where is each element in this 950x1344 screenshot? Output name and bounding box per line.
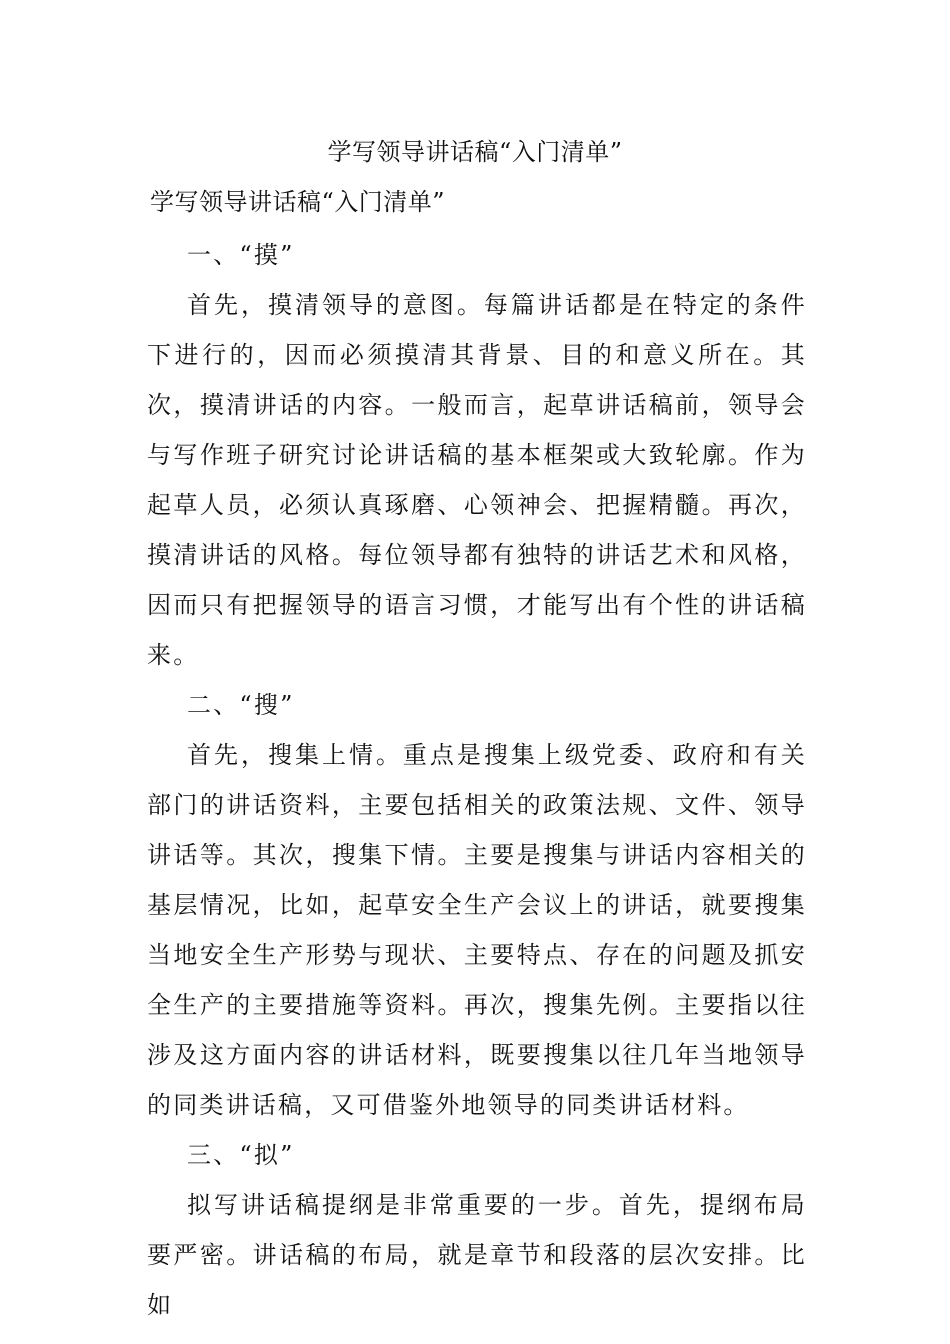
section-heading-sou: 二、“搜” <box>187 691 295 719</box>
document-subtitle: 学写领导讲话稿“入门清单” <box>150 188 446 216</box>
section-paragraph-ni: 拟写讲话稿提纲是非常重要的一步。首先，提纲布局要严密。讲话稿的布局，就是章节和段落的层次安排。比如 <box>147 1191 807 1319</box>
section-paragraph-mo: 首先，摸清领导的意图。每篇讲话都是在特定的条件下进行的，因而必须摸清其背景、目的和意义所在。其次，摸清讲话的内容。一般而言，起草讲话稿前，领导会与写作班子研究讨论讲话稿的基本框架或大致轮廓。作为起草人员，必须认真琢磨、心领神会、把握精髓。再次，摸清讲话的风格。每位领导都有独特的讲话艺术和风格，因而只有把握领导的语言习惯，才能写出有个性的讲话稿来。 <box>147 291 807 669</box>
section-paragraph-sou: 首先，搜集上情。重点是搜集上级党委、政府和有关部门的讲话资料，主要包括相关的政策法规、文件、领导讲话等。其次，搜集下情。主要是搜集与讲话内容相关的基层情况，比如，起草安全生产会议上的讲话，就要搜集当地安全生产形势与现状、主要特点、存在的问题及抓安全生产的主要措施等资料。再次，搜集先例。主要指以往涉及这方面内容的讲话材料，既要搜集以往几年当地领导的同类讲话稿，又可借鉴外地领导的同类讲话材料。 <box>147 741 807 1119</box>
section-heading-mo: 一、“摸” <box>187 241 295 269</box>
document-title: 学写领导讲话稿“入门清单” <box>327 138 623 166</box>
document-body <box>147 230 807 1330</box>
section-heading-ni: 三、“拟” <box>187 1141 295 1169</box>
